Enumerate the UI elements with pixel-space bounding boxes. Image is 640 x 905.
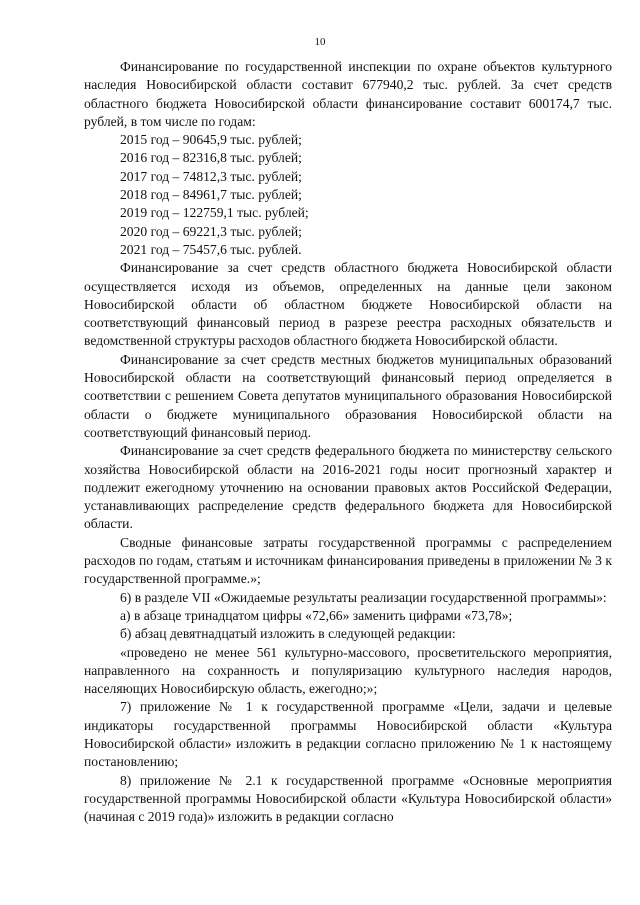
year-line-2021: 2021 год – 75457,6 тыс. рублей. bbox=[120, 241, 302, 257]
paragraph-regional-budget: Финансирование за счет средств областного бюджета Новосибирской области осуществляется исходя из объемов, определенных на данные цели законом Новосибирской области об областном бюджете Новосибирской области на соответствующий финансовый период в разрезе реестра расходных обязательств и ведомственной структуры расходов областного бюджета Новосибирской области. bbox=[84, 260, 612, 349]
paragraph-item-6b: б) абзац девятнадцатый изложить в следующей редакции: bbox=[120, 626, 456, 642]
paragraph-item-6: 6) в разделе VII «Ожидаемые результаты реализации государственной программы»: bbox=[120, 589, 607, 605]
years-list bbox=[84, 131, 612, 259]
page-number: 10 bbox=[314, 36, 326, 48]
year-line-2020: 2020 год – 69221,3 тыс. рублей; bbox=[120, 223, 302, 239]
year-line-2015: 2015 год – 90645,9 тыс. рублей; bbox=[120, 132, 302, 148]
paragraph-item-8: 8) приложение № 2.1 к государственной программе «Основные мероприятия государственной программы Новосибирской области «Культура Новосибирской области» (начиная с 2019 года)» изложить в редакции согласно bbox=[84, 772, 612, 825]
paragraph-quoted-text: «проведено не менее 561 культурно-массового, просветительского мероприятия, направленного на сохранность и популяризацию культурного наследия народов, населяющих Новосибирскую область, ежегодно;»; bbox=[84, 644, 612, 697]
paragraph-summary-costs: Сводные финансовые затраты государственной программы с распределением расходов по годам, статьям и источникам финансирования приведены в приложении № 3 к государственной программе.»; bbox=[84, 534, 612, 587]
year-line-2017: 2017 год – 74812,3 тыс. рублей; bbox=[120, 168, 302, 184]
year-line-2018: 2018 год – 84961,7 тыс. рублей; bbox=[120, 187, 302, 203]
paragraph-federal-budget: Финансирование за счет средств федерального бюджета по министерству сельского хозяйства Новосибирской области на 2016-2021 годы носит прогнозный характер и подлежит ежегодному уточнению на основании правовых актов Российской Федерации, устанавливающих распределение средств федерального бюджета для Новосибирской области. bbox=[84, 443, 612, 532]
paragraph-financing-inspection: Финансирование по государственной инспекции по охране объектов культурного наследия Новосибирской области составит 677940,2 тыс. рублей. За счет средств областного бюджета Новосибирской области финансирование составит 600174,7 тыс. рублей, в том числе по годам: bbox=[84, 59, 612, 129]
document-body bbox=[84, 58, 612, 826]
paragraph-item-7: 7) приложение № 1 к государственной программе «Цели, задачи и целевые индикаторы государственной программы Новосибирской области «Культура Новосибирской области» изложить в редакции согласно приложению № 1 к настоящему постановлению; bbox=[84, 699, 612, 770]
paragraph-item-6a: а) в абзаце тринадцатом цифры «72,66» заменить цифрами «73,78»; bbox=[120, 607, 513, 623]
paragraph-local-budgets: Финансирование за счет средств местных бюджетов муниципальных образований Новосибирской области на соответствующий финансовый период определяется в соответствии с решением Совета депутатов муниципального образования Новосибирской области о бюджете муниципального образования Новосибирской области на соответствующий финансовый период. bbox=[84, 351, 612, 440]
year-line-2019: 2019 год – 122759,1 тыс. рублей; bbox=[120, 205, 309, 221]
year-line-2016: 2016 год – 82316,8 тыс. рублей; bbox=[120, 150, 302, 166]
